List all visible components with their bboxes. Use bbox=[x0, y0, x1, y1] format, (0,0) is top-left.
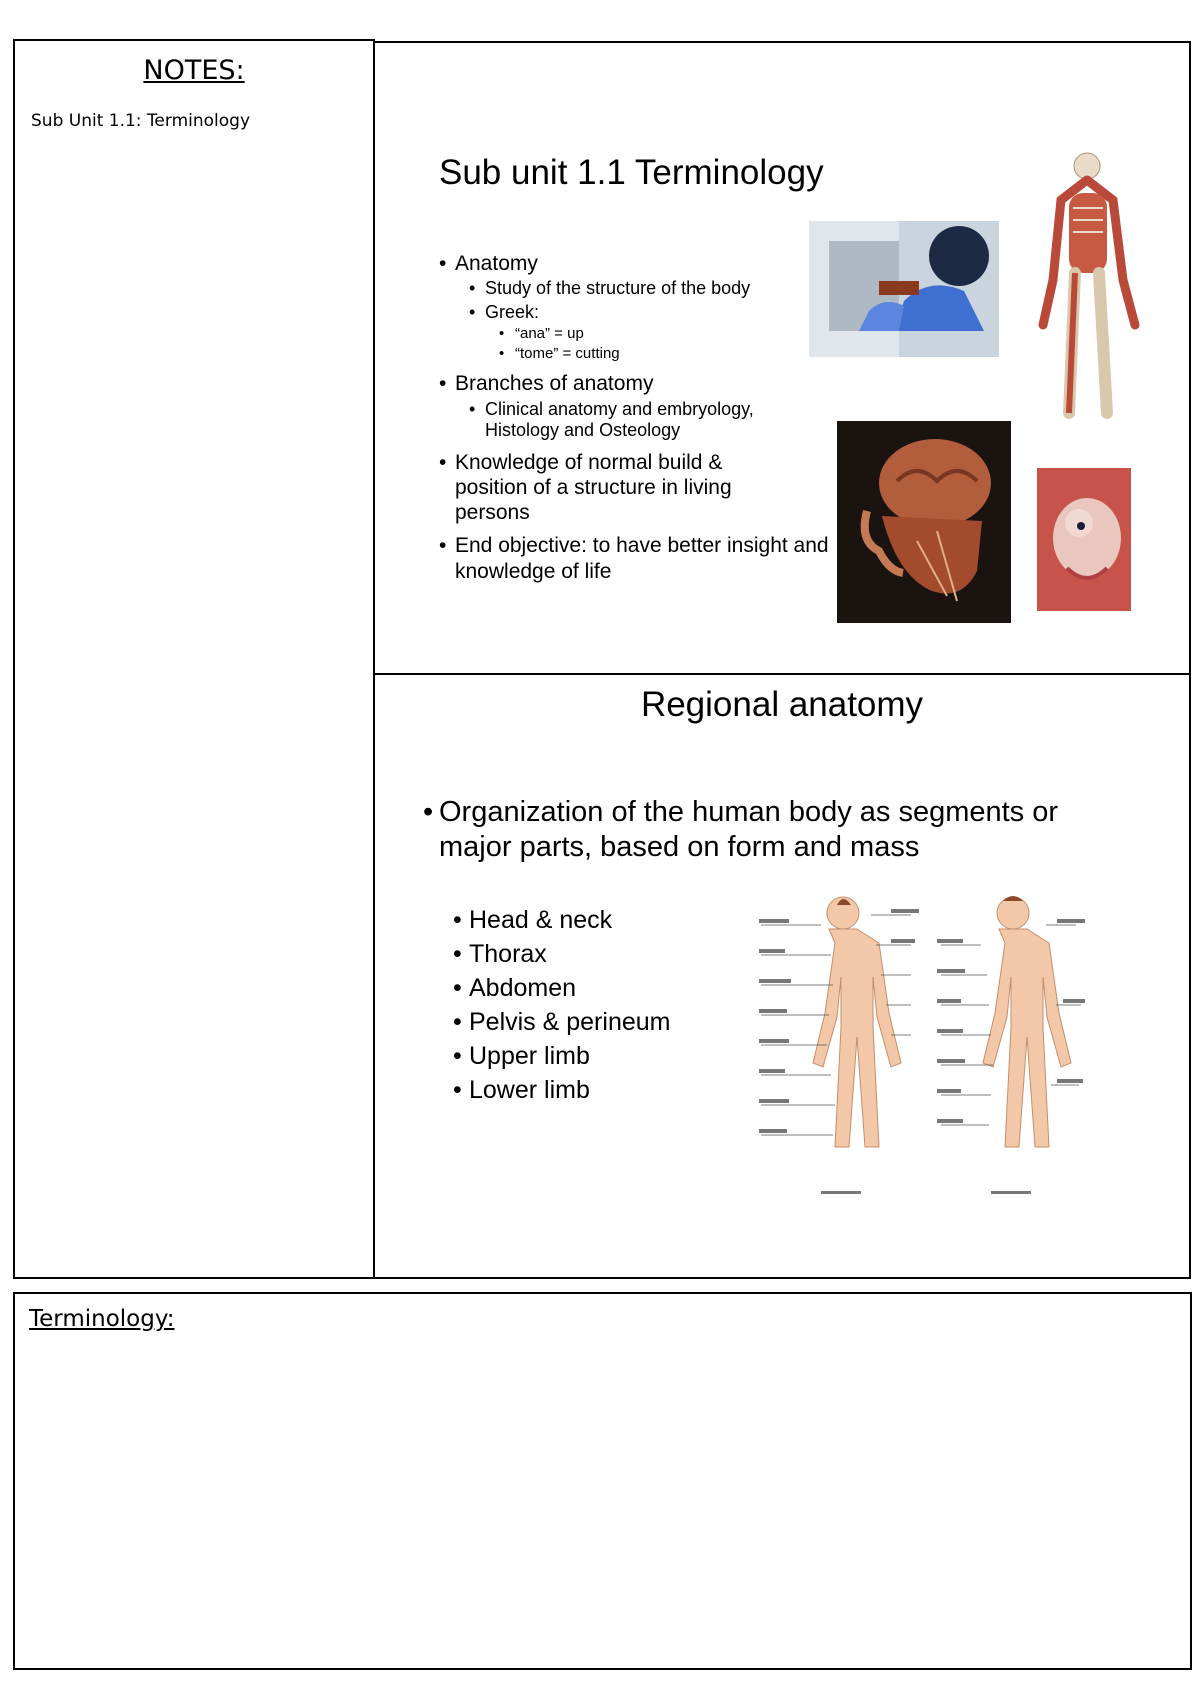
lab-photo-image bbox=[809, 221, 999, 357]
slide-terminology bbox=[375, 43, 1189, 675]
bullet-item: • Knowledge of normal build & position of a structure in living persons bbox=[439, 450, 775, 526]
slide-title: Regional anatomy bbox=[640, 685, 924, 724]
region-item: • Abdomen bbox=[453, 971, 670, 1005]
notes-panel bbox=[13, 39, 375, 1279]
main-bullet: • Organization of the human body as segments or major parts, based on form and mass bbox=[423, 795, 1079, 865]
head-anatomy-image bbox=[837, 421, 1011, 623]
embryo-image bbox=[1037, 468, 1131, 611]
region-item: • Pelvis & perineum bbox=[453, 1005, 670, 1039]
terminology-panel bbox=[13, 1292, 1192, 1670]
region-item: • Thorax bbox=[453, 937, 670, 971]
skeleton-muscle-figure-image bbox=[1025, 148, 1155, 428]
bullet-item: • Anatomy bbox=[439, 251, 839, 276]
region-list bbox=[453, 903, 670, 1107]
bullet-item: • Clinical anatomy and embryology, Histology and Osteology bbox=[439, 399, 785, 442]
bullet-item: • Study of the structure of the body bbox=[439, 278, 839, 300]
bullet-item: • End objective: to have better insight and knowledge of life bbox=[439, 533, 835, 583]
region-item: • Upper limb bbox=[453, 1039, 670, 1073]
slides-panel bbox=[373, 41, 1191, 1279]
slide-title: Sub unit 1.1 Terminology bbox=[439, 153, 824, 192]
notes-subtitle: Sub Unit 1.1: Terminology bbox=[31, 111, 251, 131]
terminology-title: Terminology: bbox=[29, 1306, 175, 1332]
slide-bullet-list bbox=[439, 251, 839, 586]
bullet-item: • “ana” = up bbox=[439, 325, 839, 343]
notes-title: NOTES: bbox=[143, 55, 245, 86]
slide-regional-anatomy bbox=[375, 675, 1189, 1279]
region-item: • Head & neck bbox=[453, 903, 670, 937]
bullet-item: • “tome” = cutting bbox=[439, 345, 839, 363]
body-regions-diagram-image bbox=[751, 885, 1091, 1205]
region-item: • Lower limb bbox=[453, 1073, 670, 1107]
bullet-item: • Greek: bbox=[439, 302, 839, 324]
bullet-item: • Branches of anatomy bbox=[439, 371, 839, 396]
